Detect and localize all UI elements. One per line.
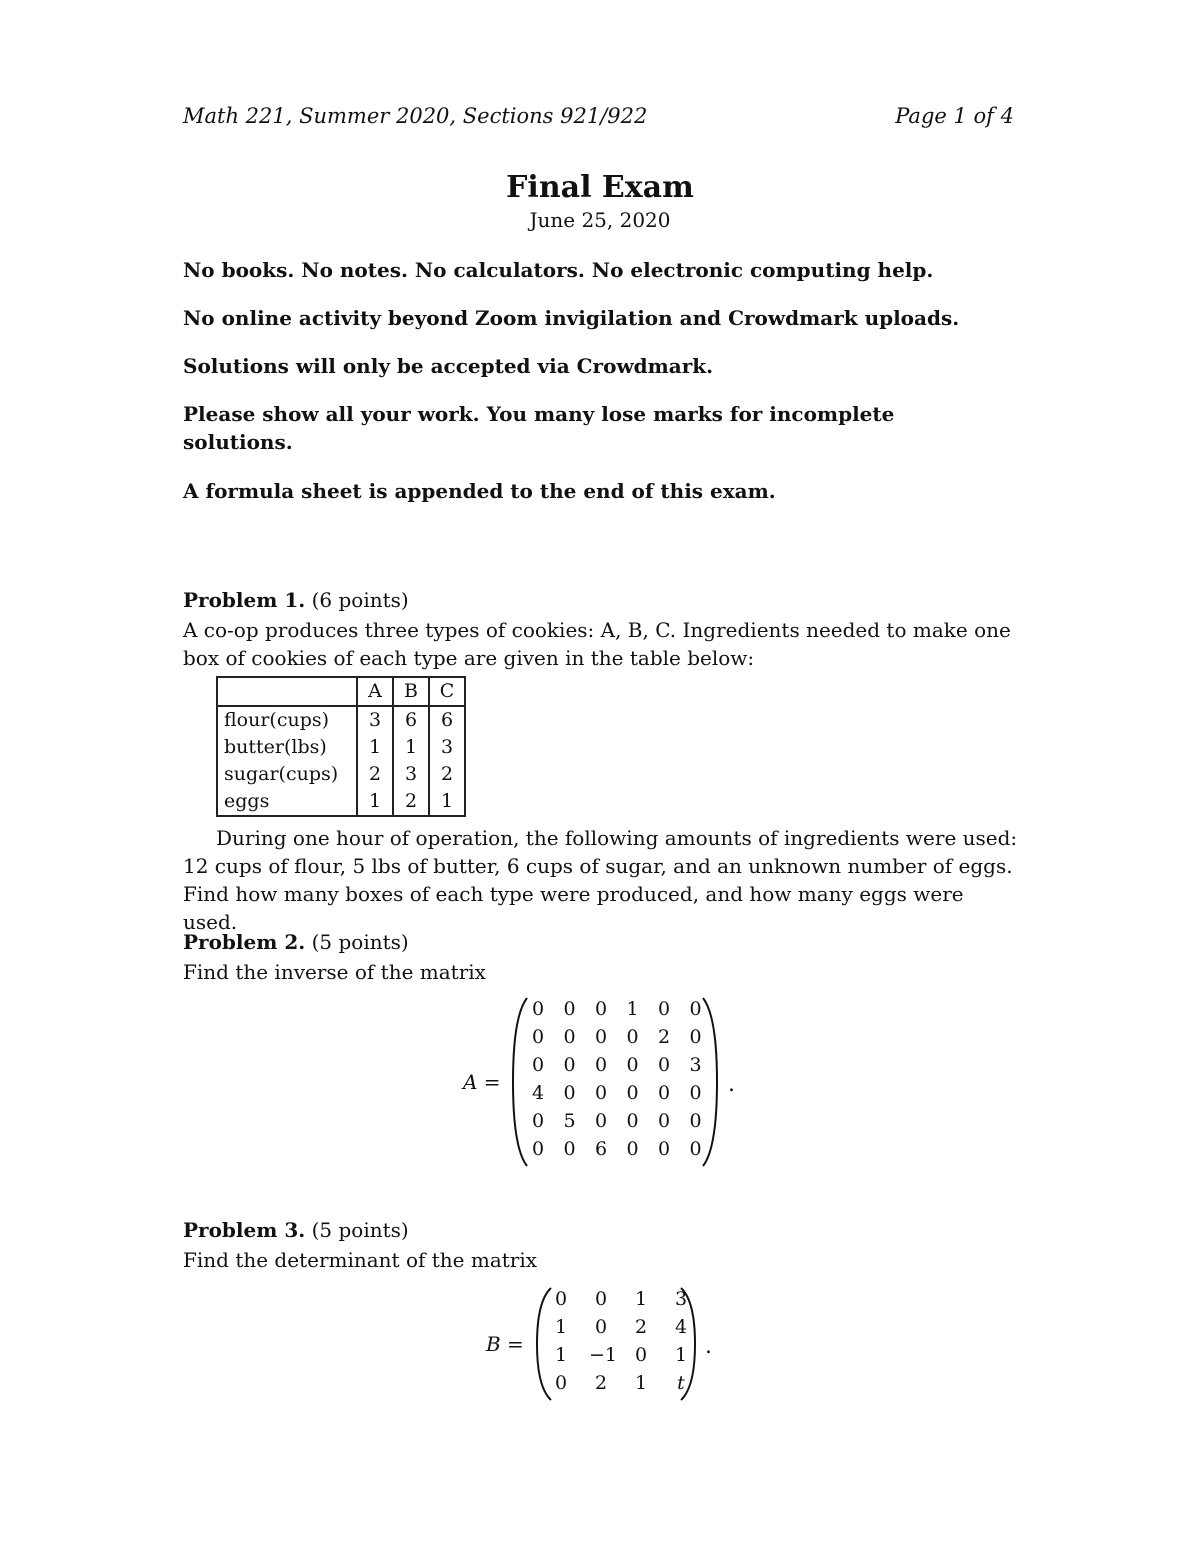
matrix-b-period: . — [705, 1334, 712, 1359]
table-row — [217, 761, 465, 788]
matrix-cell: 1 — [634, 1288, 648, 1310]
matrix-cell: 2 — [657, 1026, 671, 1048]
problem-3-label: Problem 3. — [183, 1218, 306, 1242]
exam-title: Final Exam — [506, 170, 694, 205]
column-header: B — [393, 677, 429, 706]
table-cell: 3 — [357, 706, 393, 734]
matrix-cell: 0 — [626, 1138, 639, 1160]
matrix-cell: 0 — [554, 1372, 568, 1394]
matrix-cell: 0 — [657, 998, 671, 1020]
matrix-cell: 1 — [674, 1344, 688, 1366]
matrix-cell: t — [677, 1372, 685, 1394]
matrix-cell: 0 — [689, 1138, 702, 1160]
matrix-cell: 0 — [531, 1138, 545, 1160]
matrix-cell: 0 — [531, 1054, 545, 1076]
problem-3-heading — [183, 1218, 409, 1242]
table-row — [217, 734, 465, 761]
matrix-a-label: A = — [463, 1070, 501, 1094]
matrix-cell: 0 — [594, 1110, 608, 1132]
matrix-cell: 0 — [689, 998, 702, 1020]
row-label: eggs — [217, 788, 357, 816]
matrix-cell: 5 — [563, 1110, 576, 1132]
matrix-cell: 4 — [531, 1082, 545, 1104]
exam-date: June 25, 2020 — [529, 208, 671, 232]
matrix-cell: 0 — [626, 1026, 639, 1048]
column-header: C — [429, 677, 465, 706]
matrix-cell: 0 — [563, 1138, 576, 1160]
matrix-cell: 0 — [594, 1054, 608, 1076]
table-cell: 1 — [429, 788, 465, 816]
matrix-cell: 0 — [594, 998, 608, 1020]
table-cell: 3 — [429, 734, 465, 761]
matrix-cell: 3 — [689, 1054, 702, 1076]
matrix-cell: 0 — [563, 1026, 576, 1048]
matrix-cell: 2 — [594, 1372, 608, 1394]
matrix-cell: 1 — [554, 1316, 568, 1338]
matrix-cell: 0 — [634, 1344, 648, 1366]
matrix-cell: −1 — [589, 1344, 618, 1366]
problem-2-label: Problem 2. — [183, 930, 306, 954]
matrix-cell: 2 — [634, 1316, 648, 1338]
problem-1-heading — [183, 588, 409, 612]
table-cell: 6 — [429, 706, 465, 734]
problem-1-points: (6 points) — [311, 588, 409, 612]
problem-1-intro: A co-op produces three types of cookies: A, B, C. Ingredients needed to make one box of cookies of each type are given in the table below: — [183, 618, 1011, 670]
matrix-cell: 6 — [594, 1138, 608, 1160]
matrix-cell: 0 — [531, 1110, 545, 1132]
matrix-cell: 0 — [531, 1026, 545, 1048]
ingredients-table — [216, 676, 466, 817]
table-cell: 1 — [357, 788, 393, 816]
problem-1-text: During one hour of operation, the following amounts of ingredients were used: 12 cups of flour, 5 lbs of butter, 6 cups of sugar, and an unknown number of eggs. Find how many boxes of each type were produced, and how many eggs were used. — [183, 826, 1018, 934]
matrix-cell: 0 — [594, 1082, 608, 1104]
table-row — [217, 706, 465, 734]
matrix-cell: 0 — [626, 1110, 639, 1132]
row-label: sugar(cups) — [217, 761, 357, 788]
row-label: flour(cups) — [217, 706, 357, 734]
matrix-cell: 0 — [657, 1110, 671, 1132]
matrix-cell: 0 — [626, 1054, 639, 1076]
table-cell: 2 — [429, 761, 465, 788]
problem-1-label: Problem 1. — [183, 588, 306, 612]
page-number: Page 1 of 4 — [895, 104, 1014, 128]
matrix-cell: 0 — [594, 1026, 608, 1048]
rule-5: A formula sheet is appended to the end of this exam. — [183, 479, 776, 503]
matrix-b-label: B = — [486, 1332, 524, 1356]
table-cell: 2 — [357, 761, 393, 788]
problem-3-text: Find the determinant of the matrix — [183, 1248, 538, 1272]
matrix-cell: 0 — [689, 1082, 702, 1104]
matrix-cell: 1 — [634, 1372, 648, 1394]
table-header-row — [217, 677, 465, 706]
table-cell: 1 — [393, 734, 429, 761]
rule-1: No books. No notes. No calculators. No electronic computing help. — [183, 258, 934, 282]
matrix-cell: 1 — [554, 1344, 568, 1366]
matrix-cell: 0 — [689, 1110, 702, 1132]
matrix-cell: 1 — [626, 998, 639, 1020]
matrix-cell: 0 — [594, 1316, 608, 1338]
problem-2-text: Find the inverse of the matrix — [183, 960, 486, 984]
column-header: A — [357, 677, 393, 706]
matrix-cell: 3 — [674, 1288, 688, 1310]
table-cell: 6 — [393, 706, 429, 734]
matrix-cell: 0 — [531, 998, 545, 1020]
rule-2: No online activity beyond Zoom invigilation and Crowdmark uploads. — [183, 306, 960, 330]
table-cell: 1 — [357, 734, 393, 761]
matrix-a-period: . — [728, 1072, 735, 1097]
problem-2-heading — [183, 930, 409, 954]
row-label: butter(lbs) — [217, 734, 357, 761]
table-row — [217, 788, 465, 816]
table-cell: 3 — [393, 761, 429, 788]
matrix-cell: 0 — [563, 998, 576, 1020]
matrix-cell: 0 — [563, 1082, 576, 1104]
course-header: Math 221, Summer 2020, Sections 921/922 — [183, 104, 648, 128]
table-corner — [217, 677, 357, 706]
problem-2-points: (5 points) — [311, 930, 409, 954]
matrix-cell: 0 — [554, 1288, 568, 1310]
rule-3: Solutions will only be accepted via Crowdmark. — [183, 354, 714, 378]
matrix-cell: 4 — [674, 1316, 688, 1338]
matrix-cell: 0 — [657, 1054, 671, 1076]
matrix-cell: 0 — [689, 1026, 702, 1048]
rule-4: Please show all your work. You many lose marks for incomplete solutions. — [183, 402, 895, 454]
matrix-cell: 0 — [657, 1082, 671, 1104]
matrix-cell: 0 — [657, 1138, 671, 1160]
matrix-cell: 0 — [594, 1288, 608, 1310]
matrix-cell: 0 — [626, 1082, 639, 1104]
table-cell: 2 — [393, 788, 429, 816]
matrix-cell: 0 — [563, 1054, 576, 1076]
problem-3-points: (5 points) — [311, 1218, 409, 1242]
